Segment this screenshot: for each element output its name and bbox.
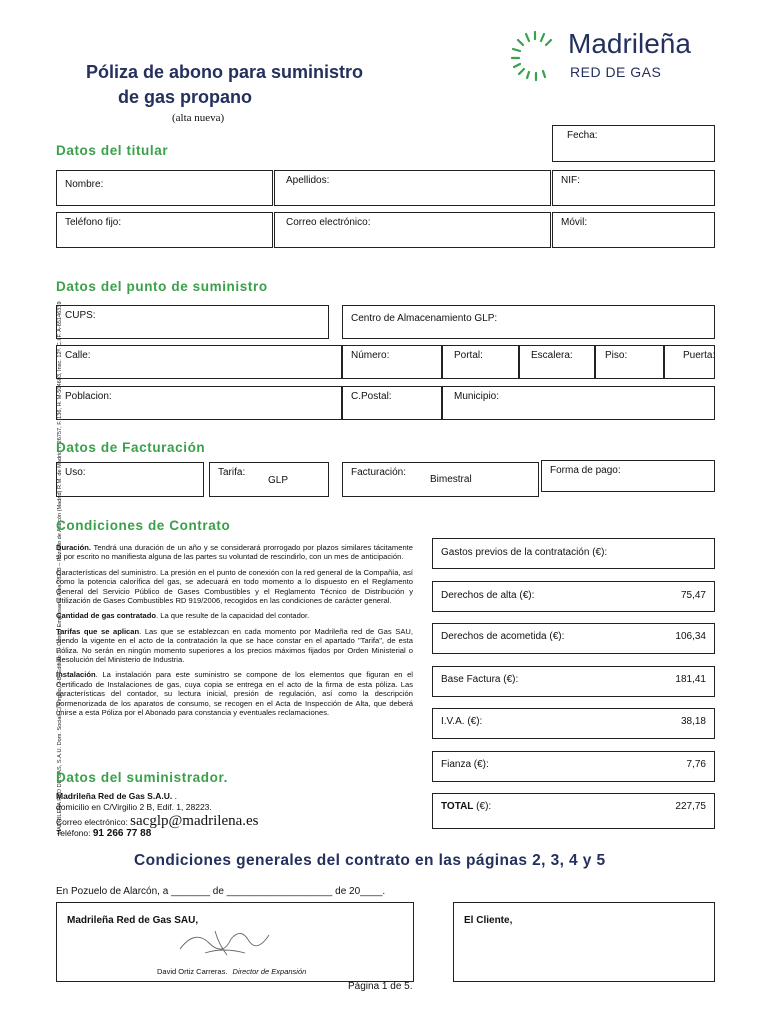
- numero-label: Número:: [351, 350, 390, 361]
- lugar-fecha: En Pozuelo de Alarcón, a _______ de ___________________ de 20____.: [56, 886, 386, 897]
- cost-row[interactable]: [432, 708, 715, 739]
- escalera-field[interactable]: [519, 345, 595, 379]
- instalacion-text: . La instalación para este suministro se compone de los elementos que figuran en el Certificado de Instalaciones de gas, cuya copia se entrega en el acto de la firma de esta póliza. Las características del contador, su lectura inicial, presión de regulación, así como la descripción pormenorizada de los aparatos de consumo, se recogen en el Acta de Inspección de Alta, que deberá unirse a esta Póliza por el Abonado para constancia y eventuales reclamaciones.: [56, 670, 413, 718]
- brand-name: Madrileña: [568, 28, 691, 59]
- page-title-line1: Póliza de abono para suministro: [86, 62, 364, 82]
- cost-row[interactable]: [432, 666, 715, 697]
- firmante-name: David Ortiz Carreras.: [157, 967, 228, 976]
- calle-field[interactable]: [56, 345, 342, 379]
- brand-tagline: RED DE GAS: [570, 64, 662, 80]
- total-label-bold: TOTAL: [441, 801, 474, 812]
- nif-label: NIF:: [561, 175, 580, 186]
- section-titular: Datos del titular: [56, 143, 169, 158]
- condiciones-text: [56, 543, 413, 718]
- firma-empresa-box[interactable]: [56, 902, 414, 982]
- firma-cliente-label: El Cliente,: [464, 915, 513, 926]
- caracteristicas-text: Características del suministro. La presión en el punto de conexión con la red general de la Compañía, así como la potencia calorífica del gas, se adecuará en todo momento a lo dispuesto en el Reglamento General del Servicio Público de Gases Combustibles y el Reglamento Técnico de Distribución y Utilización de Gases Combustibles RD 919/2006, recogidos en las condiciones de carácter general.: [56, 567, 413, 606]
- firmante-cargo: Director de Expansión: [232, 967, 307, 976]
- cost-row[interactable]: [432, 751, 715, 782]
- legal-side-text: MADRILEÑA RED DE GAS, S.A.U. Dom. Social: C/ Virgilio, 2-B, Edificio 1 - Centro Empresarial Area 28223 – Pozuelo de Alarcón (Madrid) R.M. de Madrid T. 26757, F. 136, H. M-504603, Insc. 12ª. C.I.F. A-65146339: [57, 301, 63, 835]
- section-punto: Datos del punto de suministro: [56, 279, 268, 294]
- piso-field[interactable]: [595, 345, 664, 379]
- suministrador-phone: 91 266 77 88: [92, 828, 152, 839]
- suministrador-info: [56, 791, 259, 839]
- apellidos-field[interactable]: [274, 170, 551, 206]
- total-value: 227,75: [675, 801, 706, 812]
- sunburst-icon: [508, 30, 562, 82]
- poblacion-field[interactable]: [56, 386, 342, 420]
- cost-value: 106,34: [675, 631, 706, 642]
- cpostal-field[interactable]: [342, 386, 442, 420]
- suministrador-dot: .: [172, 791, 177, 801]
- centro-field[interactable]: [342, 305, 715, 339]
- section-facturacion: Datos de Facturación: [56, 440, 206, 455]
- cups-field[interactable]: [56, 305, 329, 339]
- cost-label: Base Factura (€):: [441, 674, 519, 685]
- cost-label: Derechos de alta (€):: [441, 590, 535, 601]
- page-title-line2: de gas propano: [118, 87, 253, 107]
- page-subtitle: (alta nueva): [172, 112, 225, 124]
- municipio-label: Municipio:: [454, 391, 500, 402]
- section-condiciones: Condiciones de Contrato: [56, 518, 231, 533]
- condiciones-generales-heading: Condiciones generales del contrato en las páginas 2, 3, 4 y 5: [134, 852, 606, 869]
- fecha-field[interactable]: [552, 125, 715, 162]
- correo-label-s: Correo electrónico:: [56, 817, 131, 827]
- centro-label: Centro de Almacenamiento GLP:: [351, 313, 498, 324]
- numero-field[interactable]: [342, 345, 442, 379]
- cost-label: Gastos previos de la contratación (€):: [441, 547, 608, 558]
- cost-value: 181,41: [675, 674, 706, 685]
- instalacion-title: Instalación: [56, 670, 96, 680]
- cost-label: I.V.A. (€):: [441, 716, 483, 727]
- puerta-label: Puerta:: [683, 350, 716, 361]
- facturacion-value: Bimestral: [430, 474, 472, 485]
- total-row[interactable]: [432, 793, 715, 829]
- poblacion-label: Poblacion:: [65, 391, 112, 402]
- correo-label: Correo electrónico:: [286, 217, 371, 228]
- tarifa-field[interactable]: [209, 462, 329, 497]
- tarifas-text: . Las que se establezcan en cada momento por Madrileña red de Gas SAU, siendo la vigente en el acto de la contratación la que se hace constar en el apartado "Tarifa", de esta Póliza. No serán en ningún momento superiores a los precios máximos fijados por Orden Ministerial o Resolución del Ministerio de Industria.: [56, 626, 413, 665]
- suministrador-domicilio: domicilio en C/Virgilio 2 B, Edif. 1, 28223.: [56, 802, 212, 812]
- calle-label: Calle:: [65, 350, 91, 361]
- forma-pago-label: Forma de pago:: [550, 465, 621, 476]
- movil-field[interactable]: [552, 212, 715, 248]
- cpostal-label: C.Postal:: [351, 391, 392, 402]
- municipio-field[interactable]: [442, 386, 715, 420]
- page-number: Página 1 de 5.: [348, 981, 413, 992]
- cantidad-text: . La que resulte de la capacidad del contador.: [156, 611, 310, 621]
- total-label: (€):: [473, 801, 492, 812]
- apellidos-label: Apellidos:: [286, 175, 330, 186]
- firma-cliente-box[interactable]: [453, 902, 715, 982]
- correo-field[interactable]: [274, 212, 551, 248]
- cost-value: 75,47: [680, 590, 706, 601]
- nombre-field[interactable]: [56, 170, 273, 206]
- portal-label: Portal:: [454, 350, 483, 361]
- cost-row[interactable]: [432, 581, 715, 612]
- cost-label: Fianza (€):: [441, 759, 489, 770]
- brand-logo: [508, 28, 708, 84]
- nombre-label: Nombre:: [65, 179, 104, 190]
- duracion-title: Duración.: [56, 543, 92, 552]
- signature-icon: [175, 923, 275, 961]
- section-suministrador: Datos del suministrador.: [56, 770, 228, 785]
- duracion-text: Tendrá una duración de un año y se considerará prorrogado por plazos similares tácitamente si por escrito no manifiesta alguna de las partes su voluntad de rescindirlo, con un mes de anticipación.: [56, 543, 413, 562]
- puerta-field[interactable]: [664, 345, 715, 379]
- tarifa-label: Tarifa:: [218, 467, 246, 478]
- firma-empresa-label: Madrileña Red de Gas SAU,: [67, 915, 199, 926]
- nif-field[interactable]: [552, 170, 715, 206]
- facturacion-field[interactable]: [342, 462, 539, 497]
- uso-field[interactable]: [56, 462, 204, 497]
- cost-row[interactable]: [432, 623, 715, 654]
- cost-label: Derechos de acometida (€):: [441, 631, 565, 642]
- telefono-field[interactable]: [56, 212, 273, 248]
- portal-field[interactable]: [442, 345, 519, 379]
- facturacion-label: Facturación:: [351, 467, 407, 478]
- tel-label-s: Teléfono:: [56, 828, 93, 838]
- suministrador-email[interactable]: sacglp@madrilena.es: [130, 813, 259, 829]
- uso-label: Uso:: [65, 467, 86, 478]
- fecha-label: Fecha:: [567, 130, 598, 141]
- cost-value: 38,18: [680, 716, 706, 727]
- cups-label: CUPS:: [65, 310, 96, 321]
- piso-label: Piso:: [605, 350, 628, 361]
- telefono-label: Teléfono fijo:: [65, 217, 122, 228]
- tarifa-value: GLP: [268, 475, 289, 486]
- suministrador-name: Madrileña Red de Gas S.A.U.: [56, 791, 173, 801]
- cantidad-title: Cantidad de gas contratado: [56, 611, 156, 621]
- cost-value: 7,76: [686, 759, 706, 770]
- cost-row[interactable]: [432, 538, 715, 569]
- tarifas-title: Tarifas que se aplican: [56, 626, 140, 636]
- escalera-label: Escalera:: [531, 350, 573, 361]
- movil-label: Móvil:: [561, 217, 588, 228]
- forma-pago-field[interactable]: [541, 460, 715, 492]
